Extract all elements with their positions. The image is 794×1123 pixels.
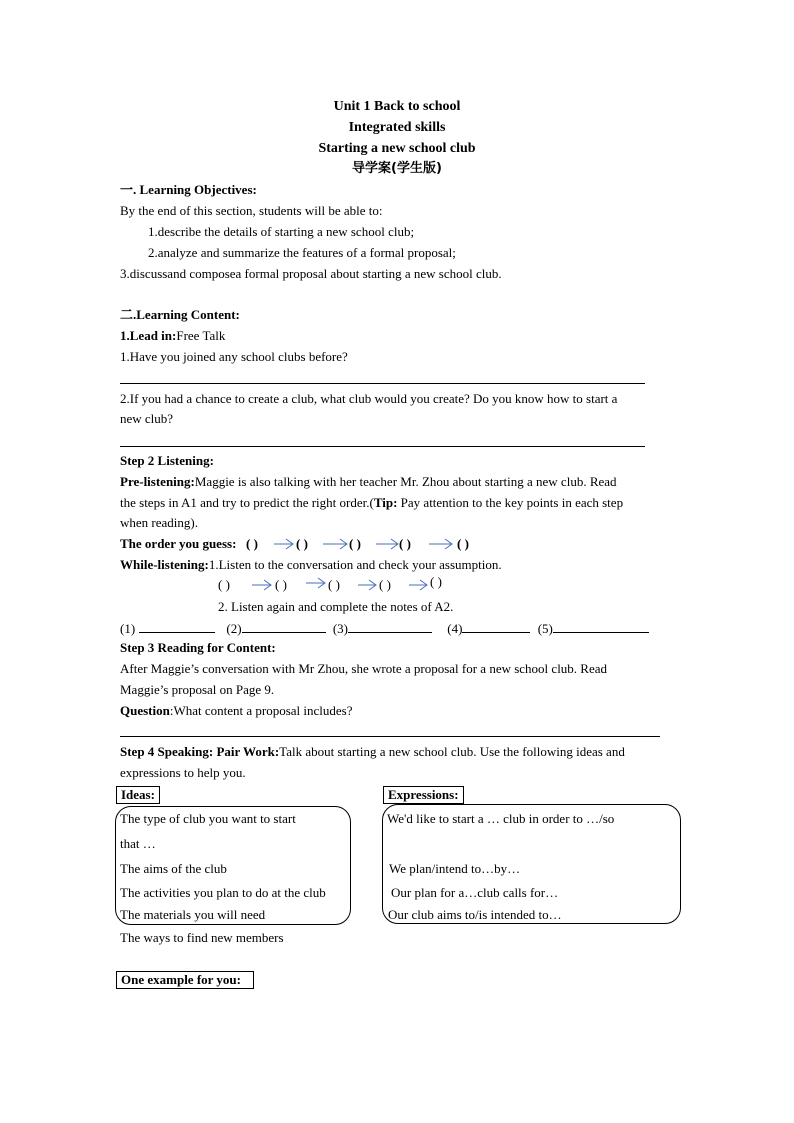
objectives-intro: By the end of this section, students will be able to: <box>120 203 383 218</box>
check-order-sequence[interactable] <box>218 577 468 593</box>
note-label-5: (5) <box>537 621 553 636</box>
question-2-line2: new club? <box>120 411 174 426</box>
pre-listening-line2 <box>120 495 623 511</box>
note-blank-4[interactable] <box>462 620 530 633</box>
note-label-1: (1) <box>120 621 136 636</box>
check-paren-4: ( ) <box>379 577 391 592</box>
answer-line-q2[interactable] <box>120 446 645 447</box>
pre-listening-text1: Maggie is also talking with her teacher Mr. Zhou about starting a new club. Read <box>194 474 617 489</box>
lead-in-text: Free Talk <box>176 328 226 343</box>
check-paren-5: ( ) <box>430 577 442 589</box>
note-blank-1[interactable] <box>139 620 215 633</box>
arrow-right-icon <box>323 539 347 549</box>
while-listening-line2: 2. Listen again and complete the notes of A2. <box>218 599 454 614</box>
example-label: One example for you: <box>116 971 254 989</box>
step4-heading: Step 4 Speaking: Pair Work: <box>120 744 280 759</box>
idea-item-3: The aims of the club <box>120 861 227 876</box>
check-paren-3: ( ) <box>328 577 340 592</box>
notes-blanks <box>120 620 649 637</box>
question-text: :What content a proposal includes? <box>169 703 353 718</box>
step3-text1: After Maggie’s conversation with Mr Zhou, she wrote a proposal for a new school club. Read <box>120 661 608 676</box>
note-blank-5[interactable] <box>553 620 649 633</box>
pre-listening-line1 <box>120 474 617 490</box>
idea-item-1: The type of club you want to start <box>120 811 296 826</box>
question-2-line1: 2.If you had a chance to create a club, what club would you create? Do you know how to start a <box>120 391 618 406</box>
answer-line-step3[interactable] <box>120 736 660 737</box>
expression-item-3: Our plan for a…club calls for… <box>391 885 559 900</box>
step3-text2: Maggie’s proposal on Page 9. <box>120 682 275 697</box>
objective-item-3: 3.discussand composea formal proposal about starting a new school club. <box>120 266 502 281</box>
note-blank-3[interactable] <box>348 620 432 633</box>
while-listening-label: While-listening: <box>120 557 209 572</box>
step4-text1: Talk about starting a new school club. Use the following ideas and <box>279 744 625 759</box>
arrow-right-icon <box>376 539 398 549</box>
title-topic: Starting a new school club <box>318 141 476 156</box>
idea-item-6: The ways to find new members <box>120 930 284 945</box>
guess-order-sequence[interactable] <box>246 536 496 552</box>
idea-item-4: The activities you plan to do at the club <box>120 885 326 900</box>
objective-item-1: 1.describe the details of starting a new school club; <box>148 224 415 239</box>
objective-item-2: 2.analyze and summarize the features of a formal proposal; <box>148 245 456 260</box>
expression-item-2: We plan/intend to…by… <box>389 861 521 876</box>
note-blank-2[interactable] <box>242 620 326 633</box>
while-listening-text1: 1.Listen to the conversation and check your assumption. <box>208 557 502 572</box>
step3-question <box>120 703 353 719</box>
title-student-version: 导学案(学生版) <box>352 161 442 176</box>
step2-heading: Step 2 Listening: <box>120 453 214 468</box>
guess-order-label: The order you guess: <box>120 536 237 551</box>
objectives-heading: 一. Learning Objectives: <box>120 182 257 197</box>
question-1: 1.Have you joined any school clubs before? <box>120 349 348 364</box>
pre-listening-line3: when reading). <box>120 515 198 530</box>
expression-item-1: We'd like to start a … club in order to …/so <box>387 811 615 826</box>
arrow-right-icon <box>429 539 452 549</box>
arrow-right-icon <box>252 580 271 590</box>
guess-paren-4: ( ) <box>399 536 411 551</box>
note-label-4: (4) <box>447 621 463 636</box>
arrow-right-icon <box>274 539 293 549</box>
step4-text2: expressions to help you. <box>120 765 246 780</box>
idea-item-2: that … <box>120 836 156 851</box>
step4-line1 <box>120 744 625 760</box>
answer-line-q1[interactable] <box>120 383 645 384</box>
note-label-3: (3) <box>332 621 349 636</box>
guess-paren-1: ( ) <box>246 536 258 551</box>
guess-paren-5: ( ) <box>457 536 469 551</box>
pre-listening-text2a: the steps in A1 and try to predict the right order.( <box>120 495 374 510</box>
title-unit: Unit 1 Back to school <box>333 99 461 114</box>
pre-listening-text2b: Pay attention to the key points in each step <box>397 495 624 510</box>
step3-heading: Step 3 Reading for Content: <box>120 640 276 655</box>
tip-label: Tip: <box>373 495 398 510</box>
arrow-right-icon <box>306 578 325 588</box>
arrow-right-icon <box>409 580 427 590</box>
ideas-label: Ideas: <box>116 786 160 804</box>
guess-paren-3: ( ) <box>349 536 361 551</box>
lead-in-line <box>120 328 225 344</box>
question-label: Question <box>120 703 170 718</box>
note-label-2: (2) <box>226 621 242 636</box>
pre-listening-label: Pre-listening: <box>120 474 195 489</box>
lead-in-label: 1.Lead in: <box>120 328 177 343</box>
expression-item-4: Our club aims to/is intended to… <box>388 907 562 922</box>
guess-paren-2: ( ) <box>296 536 308 551</box>
expressions-label: Expressions: <box>383 786 464 804</box>
while-listening-line1 <box>120 557 502 573</box>
check-paren-1: ( ) <box>218 577 230 592</box>
idea-item-5: The materials you will need <box>120 907 266 922</box>
content-heading: 二.Learning Content: <box>120 307 240 322</box>
title-integrated-skills: Integrated skills <box>348 120 446 135</box>
arrow-right-icon <box>358 580 376 590</box>
check-paren-2: ( ) <box>275 577 287 592</box>
